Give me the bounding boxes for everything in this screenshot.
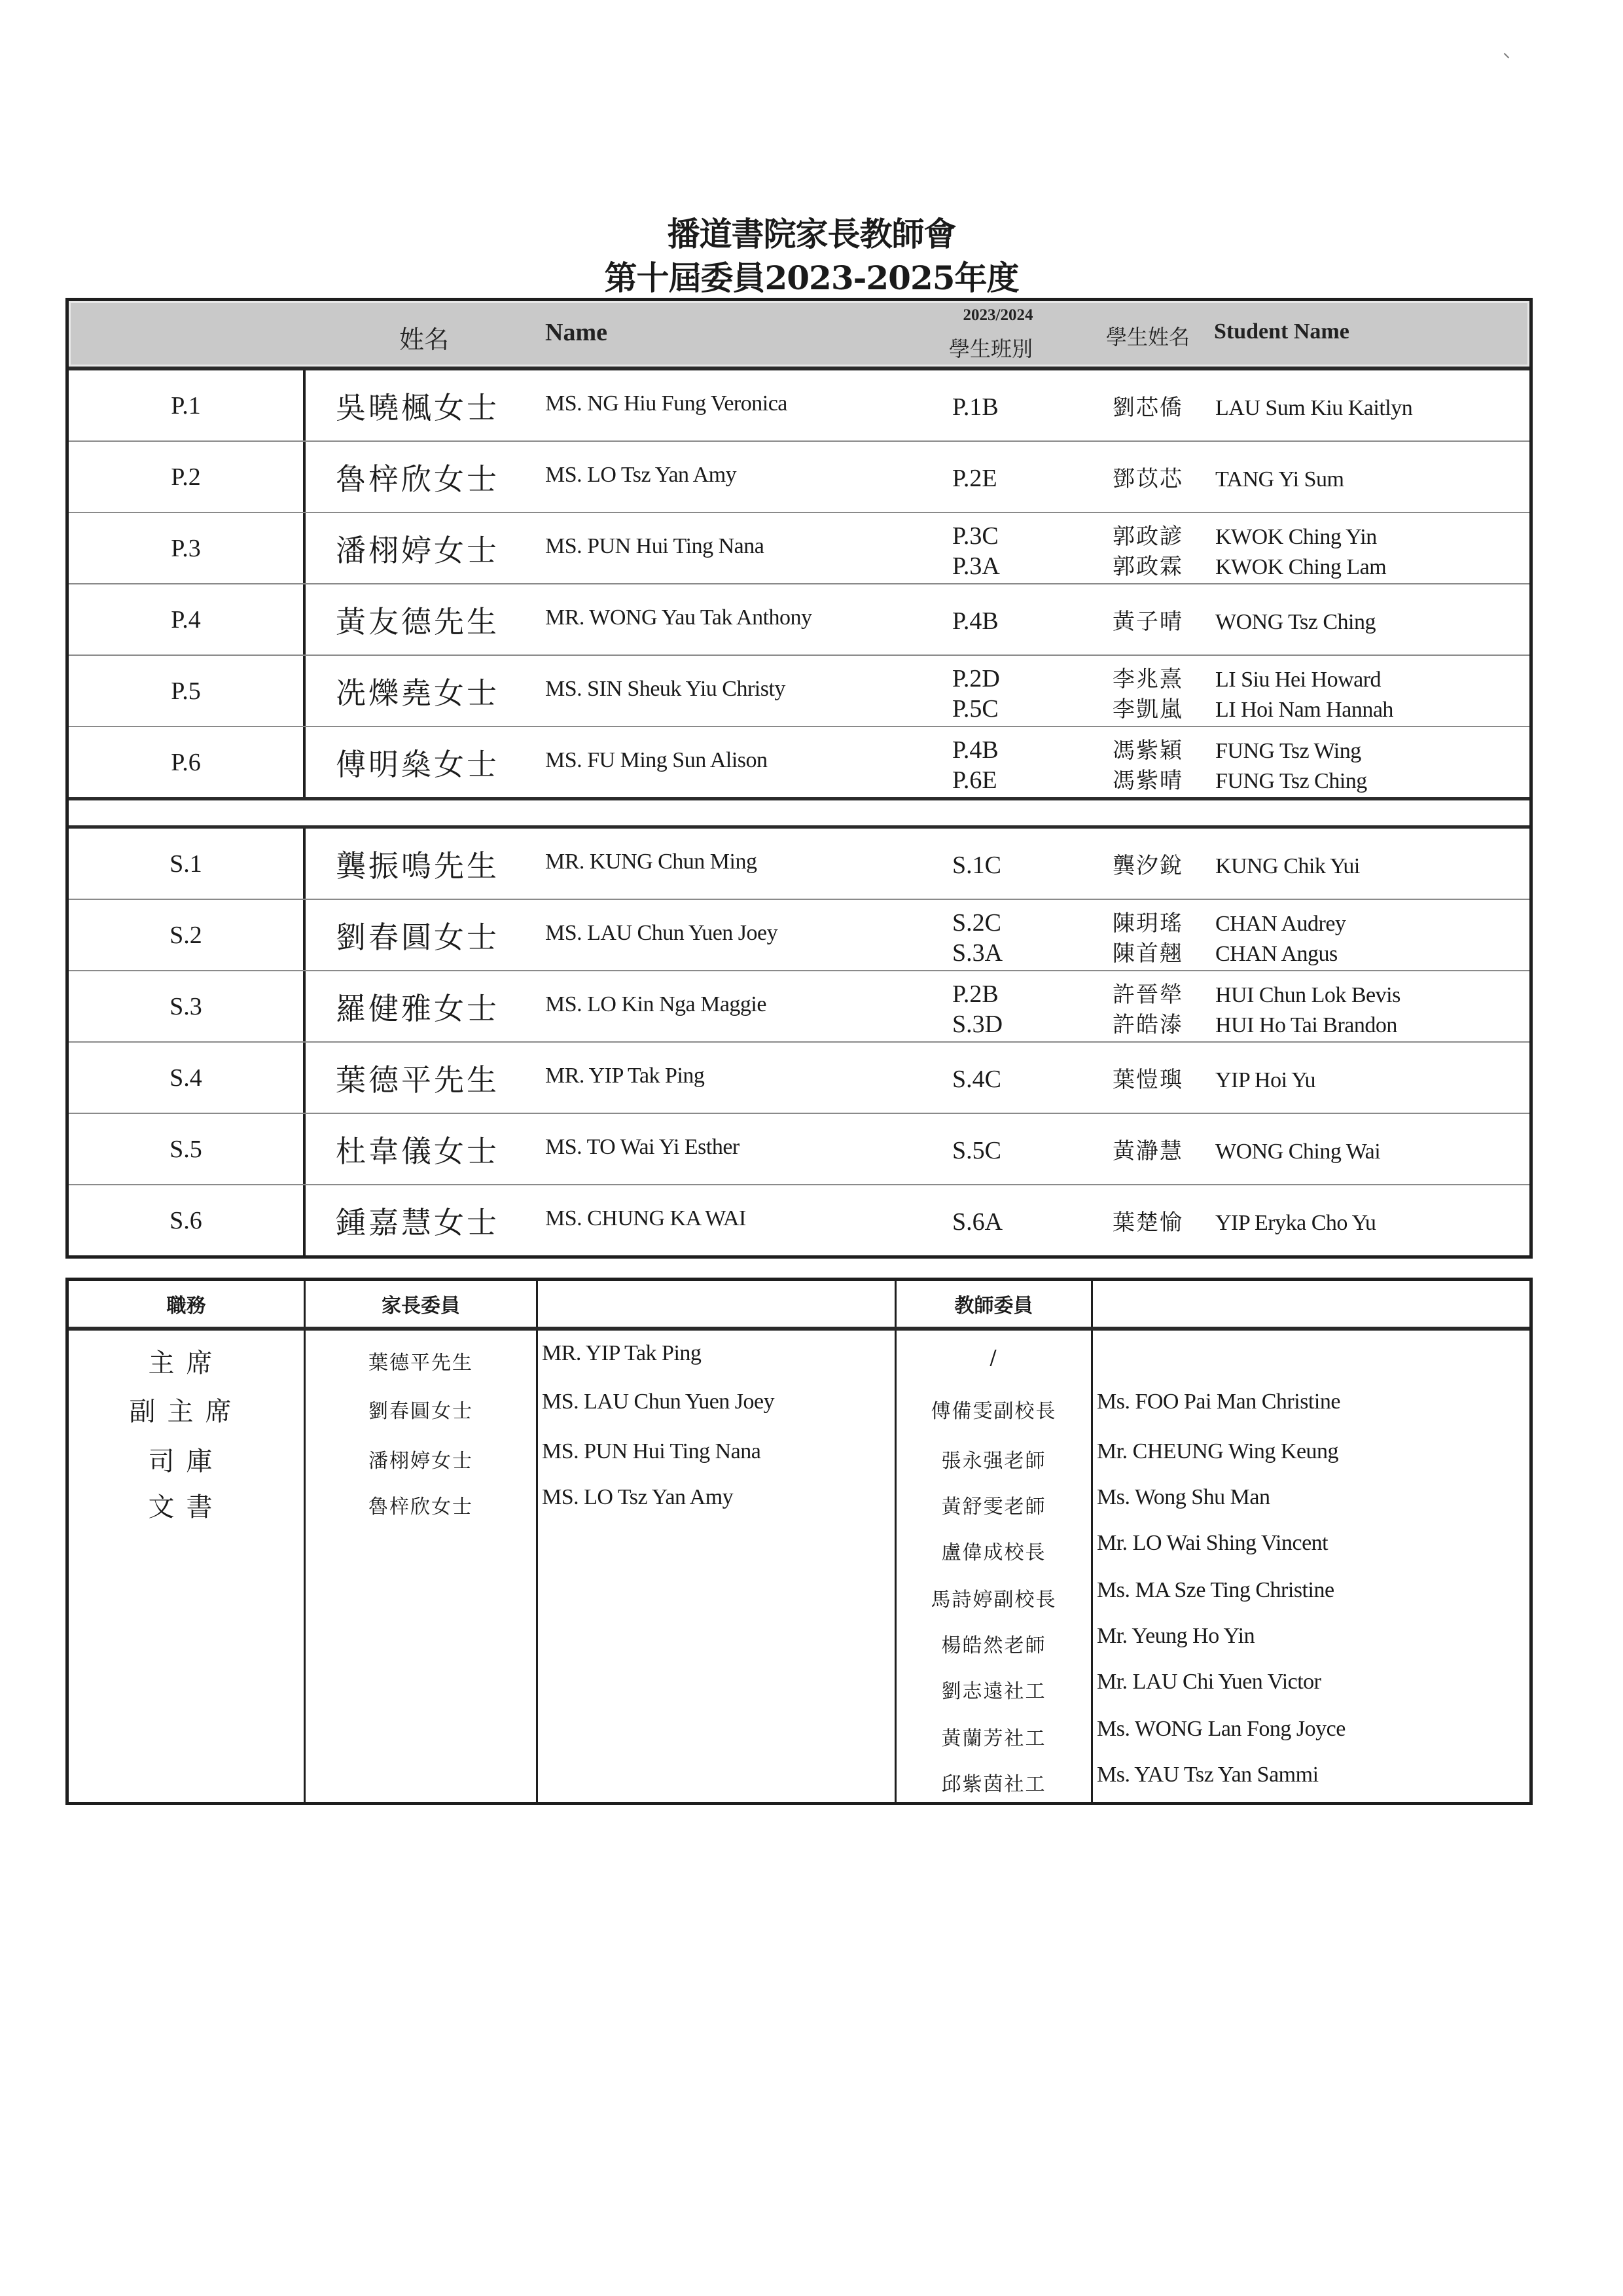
header-parent-member-en — [538, 1281, 897, 1327]
parent-english-name: MR. YIP Tak Ping — [542, 1341, 702, 1365]
child-entry — [946, 389, 1522, 422]
child-chinese-name: 許皓溙 — [1113, 1011, 1183, 1038]
children-list — [946, 513, 1522, 583]
child-class: P.2D — [952, 664, 1000, 692]
child-chinese-name: 劉芯僑 — [1113, 395, 1183, 421]
child-entry — [946, 732, 1522, 762]
parent-chinese-name: 龔振鳴先生 — [336, 848, 499, 884]
child-english-name: HUI Ho Tai Brandon — [1215, 1013, 1397, 1037]
children-list — [946, 727, 1522, 797]
grade-cell: S.5 — [69, 1114, 306, 1184]
child-class: P.6E — [952, 766, 997, 794]
child-english-name: YIP Eryka Cho Yu — [1215, 1211, 1376, 1235]
children-list — [946, 1043, 1522, 1113]
child-english-name: KWOK Ching Yin — [1215, 524, 1377, 549]
child-english-name: LI Siu Hei Howard — [1215, 667, 1382, 692]
child-english-name: WONG Ching Wai — [1215, 1139, 1381, 1164]
parent-chinese-name: 傅明燊女士 — [336, 746, 499, 782]
teacher-english-name: Ms. YAU Tsz Yan Sammi — [1097, 1763, 1319, 1787]
child-chinese-name: 葉愷璵 — [1113, 1067, 1183, 1093]
teacher-chinese-name: 劉志遠社工 — [941, 1680, 1046, 1703]
child-class: S.3D — [952, 1010, 1003, 1038]
header-teacher-member: 教師委員 — [897, 1281, 1093, 1327]
parent-chinese-name: 黃友德先生 — [336, 603, 499, 639]
grade-cell: P.4 — [69, 584, 306, 655]
office-table-header — [69, 1281, 1529, 1331]
child-entry — [946, 1204, 1522, 1236]
grade-cell: P.1 — [69, 370, 306, 440]
child-entry — [946, 935, 1522, 965]
office-bearers-table — [65, 1278, 1533, 1805]
child-entry — [946, 661, 1522, 691]
child-english-name: FUNG Tsz Wing — [1215, 738, 1361, 763]
teacher-english-name: Mr. LO Wai Shing Vincent — [1097, 1531, 1329, 1555]
teacher-english-name: Ms. Wong Shu Man — [1097, 1485, 1270, 1509]
child-chinese-name: 龔汐銳 — [1113, 853, 1183, 879]
child-english-name: TANG Yi Sum — [1215, 467, 1344, 492]
parent-english-name: MR. KUNG Chun Ming — [545, 849, 757, 874]
child-chinese-name: 馮紫晴 — [1113, 767, 1183, 794]
parent-english-name: MS. NG Hiu Fung Veronica — [545, 391, 787, 416]
table-row — [69, 584, 1529, 656]
teacher-chinese-name: 盧偉成校長 — [941, 1541, 1046, 1564]
child-class: P.5C — [952, 694, 999, 723]
parent-english-name: MS. LO Tsz Yan Amy — [545, 462, 737, 487]
table-row — [69, 727, 1529, 797]
parent-english-name: MS. FU Ming Sun Alison — [545, 747, 768, 772]
child-entry — [946, 691, 1522, 721]
parent-chinese-name: 潘栩婷女士 — [336, 532, 499, 568]
primary-section — [69, 370, 1529, 797]
position-label: 司庫 — [148, 1446, 224, 1477]
grade-cell: P.6 — [69, 727, 306, 797]
table-row — [69, 442, 1529, 513]
document-subtitle: 第十屆委員2023-2025年度 — [604, 259, 1019, 297]
teacher-chinese-name: 張永强老師 — [941, 1450, 1046, 1473]
parent-chinese-name: 葉德平先生 — [336, 1062, 499, 1098]
children-list — [946, 584, 1522, 655]
child-entry — [946, 905, 1522, 935]
parent-english-name: MS. PUN Hui Ting Nana — [545, 533, 764, 558]
parent-chinese-name: 葉德平先生 — [368, 1352, 473, 1374]
child-chinese-name: 郭政霖 — [1113, 553, 1183, 580]
parent-english-name: MS. LO Kin Nga Maggie — [545, 992, 766, 1016]
committee-table — [65, 298, 1533, 1259]
child-entry — [946, 548, 1522, 579]
table-row — [69, 1114, 1529, 1185]
parent-chinese-name: 魯梓欣女士 — [368, 1496, 473, 1518]
parent-chinese-name: 魯梓欣女士 — [336, 461, 499, 497]
teacher-chinese-name: 邱紫茵社工 — [941, 1773, 1046, 1796]
position-column — [69, 1331, 306, 1802]
child-chinese-name: 鄧苡芯 — [1113, 466, 1183, 492]
header-chinese-name: 姓名 — [399, 325, 450, 354]
child-class: S.5C — [952, 1137, 1001, 1164]
parent-english-name: MS. CHUNG KA WAI — [545, 1206, 746, 1230]
table-row — [69, 829, 1529, 900]
children-list — [946, 900, 1522, 970]
child-entry — [946, 461, 1522, 493]
child-class: P.4B — [952, 736, 999, 764]
child-entry — [946, 977, 1522, 1007]
child-entry — [946, 762, 1522, 793]
children-list — [946, 829, 1522, 899]
teacher-english-name: Ms. FOO Pai Man Christine — [1097, 1390, 1340, 1414]
header-english-name: Name — [545, 319, 607, 346]
child-class: P.1B — [952, 393, 999, 421]
child-class: P.3C — [952, 522, 999, 550]
child-class: S.6A — [952, 1208, 1003, 1236]
parent-english-name: MS. SIN Sheuk Yiu Christy — [545, 676, 785, 701]
teacher-chinese-name: 黃舒雯老師 — [941, 1496, 1046, 1518]
teacher-english-name: Ms. WONG Lan Fong Joyce — [1097, 1717, 1346, 1741]
header-student-chinese-name: 學生姓名 — [1106, 325, 1190, 350]
child-entry — [946, 603, 1522, 636]
teacher-english-column — [1093, 1331, 1529, 1802]
child-english-name: CHAN Angus — [1215, 941, 1338, 966]
teacher-chinese-name: 楊皓然老師 — [941, 1634, 1046, 1657]
parent-chinese-name: 冼爍堯女士 — [336, 675, 499, 711]
grade-cell: P.5 — [69, 656, 306, 726]
teacher-english-name: Mr. LAU Chi Yuen Victor — [1097, 1670, 1321, 1694]
parent-chinese-column — [306, 1331, 538, 1802]
teacher-chinese-column — [897, 1331, 1093, 1802]
grade-cell: S.1 — [69, 829, 306, 899]
teacher-chinese-name: 馬詩婷副校長 — [931, 1588, 1057, 1611]
child-english-name: KUNG Chik Yui — [1215, 854, 1360, 878]
parent-chinese-name: 鍾嘉慧女士 — [336, 1204, 499, 1240]
parent-chinese-name: 杜韋儀女士 — [336, 1133, 499, 1169]
child-chinese-name: 馮紫穎 — [1113, 737, 1183, 764]
grade-cell: S.6 — [69, 1185, 306, 1255]
teacher-chinese-name: 黃蘭芳社工 — [941, 1727, 1046, 1750]
child-class: P.2E — [952, 465, 997, 492]
child-chinese-name: 陳首翹 — [1113, 940, 1183, 967]
table-row — [69, 656, 1529, 727]
position-label: 文書 — [148, 1492, 224, 1522]
child-chinese-name: 郭政諺 — [1113, 523, 1183, 550]
table-row — [69, 971, 1529, 1043]
document-title: 播道書院家長教師會 — [667, 215, 956, 253]
child-class: S.4C — [952, 1066, 1001, 1093]
child-class: P.2B — [952, 980, 999, 1008]
parent-english-name: MR. WONG Yau Tak Anthony — [545, 605, 812, 630]
children-list — [946, 656, 1522, 726]
parent-english-name: MR. YIP Tak Ping — [545, 1063, 705, 1088]
children-list — [946, 370, 1522, 440]
child-chinese-name: 李凱嵐 — [1113, 696, 1183, 723]
parent-chinese-name: 潘栩婷女士 — [368, 1450, 473, 1473]
child-english-name: KWOK Ching Lam — [1215, 554, 1387, 579]
committee-table-header — [69, 301, 1529, 370]
parent-english-name: MS. PUN Hui Ting Nana — [542, 1439, 761, 1463]
child-entry — [946, 1007, 1522, 1037]
grade-cell: S.3 — [69, 971, 306, 1041]
child-english-name: CHAN Audrey — [1215, 911, 1346, 936]
child-entry — [946, 848, 1522, 880]
child-english-name: YIP Hoi Yu — [1215, 1068, 1316, 1092]
child-english-name: FUNG Tsz Ching — [1215, 768, 1367, 793]
scan-artifact-mark — [1504, 53, 1509, 58]
child-english-name: HUI Chun Lok Bevis — [1215, 982, 1400, 1007]
grade-cell: S.4 — [69, 1043, 306, 1113]
parent-english-column — [538, 1331, 897, 1802]
parent-english-name: MS. LAU Chun Yuen Joey — [542, 1390, 775, 1414]
header-class-year: 2023/2024 — [963, 306, 1033, 324]
child-class: P.4B — [952, 607, 999, 635]
child-english-name: WONG Tsz Ching — [1215, 610, 1376, 634]
child-chinese-name: 許晉犖 — [1113, 981, 1183, 1008]
position-label: 副主席 — [129, 1397, 243, 1427]
teacher-english-name: Ms. MA Sze Ting Christine — [1097, 1578, 1334, 1602]
table-row — [69, 1185, 1529, 1255]
grade-cell: P.3 — [69, 513, 306, 583]
parent-english-name: MS. TO Wai Yi Esther — [545, 1134, 740, 1159]
child-entry — [946, 518, 1522, 548]
child-entry — [946, 1133, 1522, 1165]
child-english-name: LAU Sum Kiu Kaitlyn — [1215, 396, 1413, 420]
child-chinese-name: 黃瀞慧 — [1113, 1138, 1183, 1164]
child-chinese-name: 陳玥瑤 — [1113, 910, 1183, 937]
parent-english-name: MS. LO Tsz Yan Amy — [542, 1485, 734, 1509]
table-row — [69, 370, 1529, 442]
child-entry — [946, 1062, 1522, 1094]
children-list — [946, 442, 1522, 512]
teacher-chinese-name: 傅備雯副校長 — [931, 1400, 1057, 1423]
child-class: P.3A — [952, 552, 1000, 580]
parent-chinese-name: 劉春圓女士 — [336, 919, 499, 955]
parent-english-name: MS. LAU Chun Yuen Joey — [545, 920, 778, 945]
child-class: S.3A — [952, 939, 1003, 967]
grade-cell: S.2 — [69, 900, 306, 970]
header-class: 學生班別 — [949, 336, 1033, 361]
child-english-name: LI Hoi Nam Hannah — [1215, 697, 1393, 722]
position-label: 主席 — [148, 1348, 224, 1378]
child-chinese-name: 李兆熹 — [1113, 666, 1183, 692]
teacher-chinese-name: / — [990, 1346, 998, 1369]
table-row — [69, 513, 1529, 584]
parent-chinese-name: 劉春圓女士 — [368, 1400, 473, 1423]
parent-chinese-name: 羅健雅女士 — [336, 990, 499, 1026]
header-teacher-member-en — [1093, 1281, 1529, 1327]
table-row — [69, 900, 1529, 971]
parent-chinese-name: 吳曉楓女士 — [336, 389, 499, 425]
header-parent-member: 家長委員 — [306, 1281, 538, 1327]
office-table-body — [69, 1331, 1529, 1802]
child-chinese-name: 黃子晴 — [1113, 609, 1183, 635]
grade-cell: P.2 — [69, 442, 306, 512]
teacher-english-name: Mr. CHEUNG Wing Keung — [1097, 1439, 1339, 1463]
secondary-section — [69, 829, 1529, 1255]
header-position: 職務 — [69, 1281, 306, 1327]
children-list — [946, 971, 1522, 1041]
children-list — [946, 1114, 1522, 1184]
teacher-english-name: Mr. Yeung Ho Yin — [1097, 1624, 1255, 1648]
child-class: S.1C — [952, 852, 1001, 879]
section-divider — [69, 797, 1529, 829]
child-class: S.2C — [952, 908, 1001, 937]
header-student-english-name: Student Name — [1214, 319, 1349, 344]
child-chinese-name: 葉楚愉 — [1113, 1210, 1183, 1236]
children-list — [946, 1185, 1522, 1255]
table-row — [69, 1043, 1529, 1114]
